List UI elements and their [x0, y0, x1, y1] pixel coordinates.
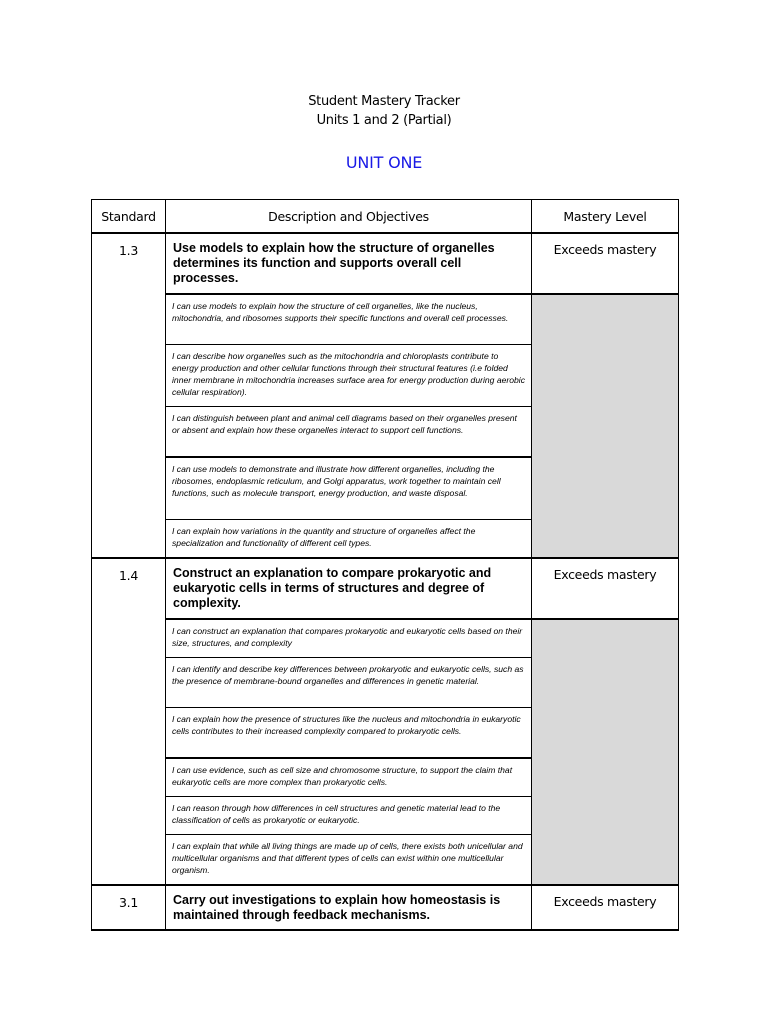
standard-row — [92, 558, 679, 619]
sub-objective: I can construct an explanation that compares prokaryotic and eukaryotic cells based on their size, structures, and complexity — [166, 619, 532, 658]
title-block — [0, 92, 768, 130]
sub-objective-row — [92, 619, 679, 658]
sub-objective: I can explain how the presence of structures like the nucleus and mitochondria in eukaryotic cells contributes to their increased complexity compared to prokaryotic cells. — [166, 708, 532, 759]
standard-objective: Carry out investigations to explain how homeostasis is maintained through feedback mechanisms. — [166, 885, 532, 930]
page-title: Student Mastery Tracker — [308, 94, 460, 109]
standard-row — [92, 233, 679, 294]
page-subtitle: Units 1 and 2 (Partial) — [316, 113, 452, 128]
sub-objective: I can use models to explain how the structure of cell organelles, like the nucleus, mitochondria, and ribosomes supports their specific functions and overall cell processes. — [166, 294, 532, 345]
mastery-level: Exceeds mastery — [532, 558, 679, 619]
mastery-level: Exceeds mastery — [532, 885, 679, 930]
sub-objective: I can explain how variations in the quantity and structure of organelles affect the specialization and functionality of different cell types. — [166, 520, 532, 559]
sub-objective: I can explain that while all living things are made up of cells, there exists both unicellular and multicellular organisms and that different types of cells can exist within one multicellular organism. — [166, 835, 532, 886]
mastery-level: Exceeds mastery — [532, 233, 679, 294]
sub-objective: I can distinguish between plant and animal cell diagrams based on their organelles present or absent and explain how these organelles interact to support cell functions. — [166, 407, 532, 458]
mastery-blank-cell — [532, 619, 679, 885]
sub-objective-row — [92, 294, 679, 345]
standard-objective: Construct an explanation to compare prokaryotic and eukaryotic cells in terms of structures and degree of complexity. — [166, 558, 532, 619]
mastery-table — [91, 199, 679, 931]
column-header-description: Description and Objectives — [166, 200, 532, 234]
standard-objective: Use models to explain how the structure of organelles determines its function and supports overall cell processes. — [166, 233, 532, 294]
mastery-blank-cell — [532, 294, 679, 558]
sub-objective: I can identify and describe key differences between prokaryotic and eukaryotic cells, such as the presence of membrane-bound organelles and differences in genetic material. — [166, 658, 532, 708]
standard-row — [92, 885, 679, 930]
sub-objective: I can use models to demonstrate and illustrate how different organelles, including the ribosomes, endoplasmic reticulum, and Golgi apparatus, work together to maintain cell functions, such as molecule transport, energy production, and waste disposal. — [166, 457, 532, 520]
sub-objective: I can reason through how differences in cell structures and genetic material lead to the classification of cells as prokaryotic or eukaryotic. — [166, 797, 532, 835]
unit-heading: UNIT ONE — [345, 153, 423, 172]
standard-number: 3.1 — [92, 885, 166, 930]
standard-number: 1.4 — [92, 558, 166, 885]
standard-number: 1.3 — [92, 233, 166, 558]
column-header-standard: Standard — [92, 200, 166, 234]
sub-objective: I can describe how organelles such as the mitochondria and chloroplasts contribute to energy production and other cellular functions through their structural features (i.e folded inner membrane in mitochondria increases surface area for energy production during aerobic cellular respiration). — [166, 345, 532, 407]
sub-objective: I can use evidence, such as cell size and chromosome structure, to support the claim that eukaryotic cells are more complex than prokaryotic cells. — [166, 758, 532, 797]
column-header-mastery: Mastery Level — [532, 200, 679, 234]
